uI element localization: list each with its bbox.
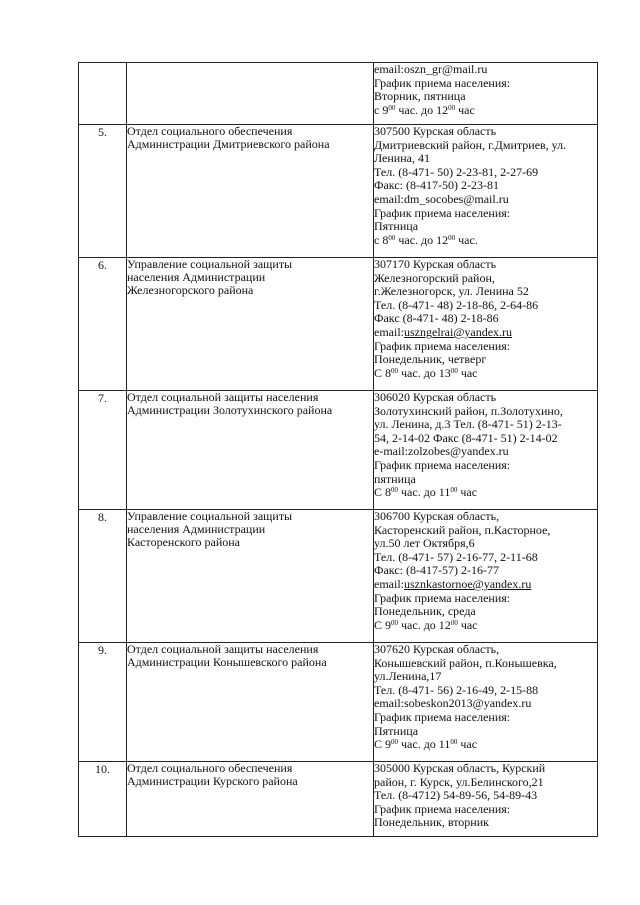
department-name-line: Управление социальной защиты bbox=[127, 509, 293, 523]
hours-superscript: 00 bbox=[448, 103, 456, 112]
contact-info-line: email:sobeskon2013@yandex.ru bbox=[374, 696, 532, 711]
hours-text: С 9 bbox=[374, 737, 392, 752]
hours-superscript: 00 bbox=[391, 618, 399, 627]
contact-info-line: График приема населения: bbox=[374, 205, 511, 220]
contact-info-cell bbox=[374, 510, 598, 643]
row-number: 10. bbox=[79, 762, 127, 837]
contact-info-cell bbox=[374, 391, 598, 510]
hours-text: час bbox=[457, 737, 478, 752]
department-name-line: Касторенского района bbox=[127, 535, 240, 550]
reception-hours bbox=[374, 234, 597, 248]
hours-text: час bbox=[457, 485, 478, 500]
department-name-line: Управление социальной защиты bbox=[127, 257, 293, 271]
contact-info-line: Золотухинский район, п.Золотухино, bbox=[374, 403, 563, 418]
table-row bbox=[79, 510, 598, 643]
contact-info-line: 307620 Курская область, bbox=[374, 642, 500, 656]
contact-info-line: Железногорский район, bbox=[374, 270, 495, 285]
row-number: 9. bbox=[79, 643, 127, 762]
hours-superscript: 00 bbox=[388, 103, 396, 112]
contact-info-line: Тел. (8-4712) 54-89-56, 54-89-43 bbox=[374, 788, 538, 803]
contact-info-line: График приема населения: bbox=[374, 338, 511, 353]
contact-info-cell bbox=[374, 125, 598, 258]
table-row bbox=[79, 63, 598, 125]
email-link[interactable]: uszngelrai@yandex.ru bbox=[404, 324, 513, 339]
contact-info-line: Дмитриевский район, г.Дмитриев, ул. bbox=[374, 137, 567, 152]
contact-info-cell bbox=[374, 643, 598, 762]
department-name-cell bbox=[127, 510, 374, 643]
department-name-cell bbox=[127, 258, 374, 391]
department-name-line: Отдел социальной защиты населения bbox=[127, 642, 319, 656]
contact-info-line: 306700 Курская область, bbox=[374, 509, 500, 523]
hours-text: с 8 bbox=[374, 232, 389, 247]
contacts-table bbox=[78, 62, 598, 837]
hours-superscript: 00 bbox=[388, 233, 396, 242]
table-row bbox=[79, 391, 598, 510]
contact-info-line: 306020 Курская область bbox=[374, 390, 497, 404]
contact-info-line: График приема населения: bbox=[374, 709, 511, 724]
contact-info-line: Понедельник, четверг bbox=[374, 352, 487, 367]
department-name-cell bbox=[127, 762, 374, 837]
contact-info-line: Касторенский район, п.Касторное, bbox=[374, 522, 551, 537]
contact-info-line: пятница bbox=[374, 471, 416, 486]
hours-text: час bbox=[457, 617, 478, 632]
department-name-line: Администрации Курского района bbox=[127, 774, 298, 789]
contact-info-line: Пятница bbox=[374, 219, 419, 234]
contact-info-line: Ленина, 41 bbox=[374, 151, 430, 166]
hours-superscript: 00 bbox=[391, 738, 399, 747]
hours-text: час. до 13 bbox=[398, 365, 451, 380]
hours-text: С 9 bbox=[374, 617, 392, 632]
hours-text: С 8 bbox=[374, 365, 392, 380]
hours-text: час bbox=[457, 365, 478, 380]
contact-info-line: 54, 2-14-02 Факс (8-471- 51) 2-14-02 bbox=[374, 430, 558, 445]
contact-info-line: Пятница bbox=[374, 723, 419, 738]
department-name-line: населения Администрации bbox=[127, 522, 266, 537]
contact-info-line: ул.Ленина,17 bbox=[374, 669, 442, 684]
contact-info-line: ул.50 лет Октября,6 bbox=[374, 536, 475, 551]
contact-info-line: График приема населения: bbox=[374, 457, 511, 472]
contact-info-line: e-mail:zolzobes@yandex.ru bbox=[374, 444, 509, 459]
email-line bbox=[374, 578, 597, 592]
contact-info-line: email:dm_socobes@mail.ru bbox=[374, 191, 509, 206]
contact-info-line: Факс: (8-417-50) 2-23-81 bbox=[374, 178, 499, 193]
department-name-line: Администрации Дмитриевского района bbox=[127, 137, 330, 152]
email-line bbox=[374, 326, 597, 340]
contact-info-line: Тел. (8-471- 57) 2-16-77, 2-11-68 bbox=[374, 549, 538, 564]
contact-info-line: Факс (8-471- 48) 2-18-86 bbox=[374, 311, 499, 326]
department-name-line: Администрации Конышевского района bbox=[127, 655, 327, 670]
department-name-line: Отдел социальной защиты населения bbox=[127, 390, 319, 404]
hours-text: час. до 12 bbox=[398, 617, 451, 632]
contact-info-line: email:oszn_gr@mail.ru bbox=[374, 62, 488, 76]
reception-hours bbox=[374, 738, 597, 752]
hours-superscript: 00 bbox=[448, 233, 456, 242]
contact-info-line: Факс: (8-417-57) 2-16-77 bbox=[374, 563, 499, 578]
hours-text: час. bbox=[455, 232, 478, 247]
hours-superscript: 00 bbox=[391, 486, 399, 495]
department-name-line: Отдел социального обеспечения bbox=[127, 124, 293, 138]
contact-info-cell bbox=[374, 258, 598, 391]
row-number: 5. bbox=[79, 125, 127, 258]
reception-hours bbox=[374, 367, 597, 381]
hours-text: С 8 bbox=[374, 485, 392, 500]
contact-info-line: Конышевский район, п.Конышевка, bbox=[374, 655, 557, 670]
contact-info-line: ул. Ленина, д.3 Тел. (8-471- 51) 2-13- bbox=[374, 417, 562, 432]
contact-info-line: График приема населения: bbox=[374, 75, 511, 90]
contact-info-line: г.Железногорск, ул. Ленина 52 bbox=[374, 284, 529, 299]
contacts-table-body bbox=[79, 63, 598, 837]
reception-hours bbox=[374, 486, 597, 500]
hours-text: час. до 12 bbox=[395, 232, 449, 247]
hours-text: с 9 bbox=[374, 102, 389, 117]
contact-info-line: График приема населения: bbox=[374, 590, 511, 605]
row-number: 6. bbox=[79, 258, 127, 391]
contact-info-cell bbox=[374, 762, 598, 837]
hours-superscript: 00 bbox=[450, 366, 458, 375]
department-name-line: населения Администрации bbox=[127, 270, 266, 285]
table-row bbox=[79, 125, 598, 258]
contact-info-line: Понедельник, среда bbox=[374, 604, 476, 619]
email-link[interactable]: usznkastornoe@yandex.ru bbox=[404, 576, 532, 591]
department-name-line: Отдел социального обеспечения bbox=[127, 761, 293, 775]
table-row bbox=[79, 762, 598, 837]
contact-info-line: Тел. (8-471- 50) 2-23-81, 2-27-69 bbox=[374, 164, 539, 179]
contact-info-line: район, г. Курск, ул.Белинского,21 bbox=[374, 774, 544, 789]
row-number: 7. bbox=[79, 391, 127, 510]
contact-info-line: График приема населения: bbox=[374, 801, 511, 816]
hours-text: час. до 12 bbox=[395, 102, 449, 117]
contact-info-line: Вторник, пятница bbox=[374, 89, 466, 104]
department-name-cell bbox=[127, 391, 374, 510]
department-name-line: Железногорского района bbox=[127, 283, 254, 298]
hours-text: час. до 11 bbox=[398, 485, 451, 500]
row-number: 8. bbox=[79, 510, 127, 643]
department-name-cell bbox=[127, 125, 374, 258]
hours-superscript: 00 bbox=[450, 738, 458, 747]
email-prefix: email: bbox=[374, 324, 404, 339]
contact-info-line: Тел. (8-471- 48) 2-18-86, 2-64-86 bbox=[374, 297, 539, 312]
row-number bbox=[79, 63, 127, 125]
reception-hours bbox=[374, 619, 597, 633]
table-row bbox=[79, 258, 598, 391]
hours-superscript: 00 bbox=[450, 486, 458, 495]
contact-info-line: Тел. (8-471- 56) 2-16-49, 2-15-88 bbox=[374, 682, 539, 697]
department-name-cell bbox=[127, 63, 374, 125]
hours-text: час. до 11 bbox=[398, 737, 451, 752]
hours-superscript: 00 bbox=[450, 618, 458, 627]
reception-hours bbox=[374, 104, 597, 118]
hours-text: час bbox=[455, 102, 475, 117]
hours-superscript: 00 bbox=[391, 366, 399, 375]
contact-info-cell bbox=[374, 63, 598, 125]
email-prefix: email: bbox=[374, 576, 404, 591]
contact-info-line: Понедельник, вторник bbox=[374, 815, 489, 830]
contact-info-line: 305000 Курская область, Курский bbox=[374, 761, 546, 775]
department-name-line: Администрации Золотухинского района bbox=[127, 403, 333, 418]
table-row bbox=[79, 643, 598, 762]
contact-info-line: 307170 Курская область bbox=[374, 257, 497, 271]
contact-info-line: 307500 Курская область bbox=[374, 124, 497, 138]
department-name-cell bbox=[127, 643, 374, 762]
